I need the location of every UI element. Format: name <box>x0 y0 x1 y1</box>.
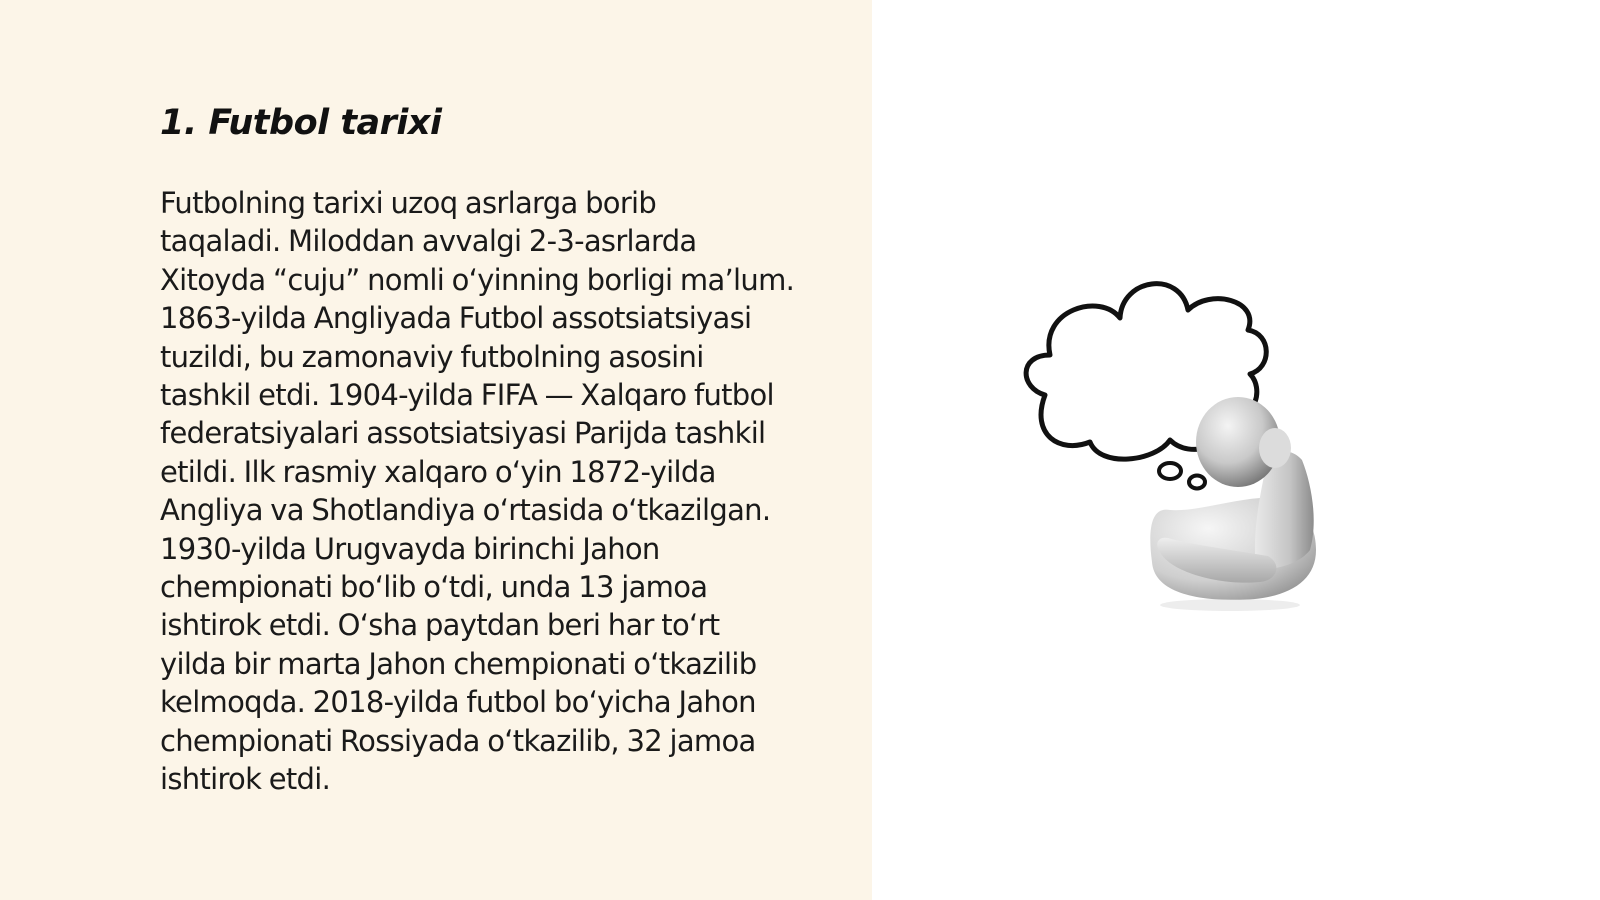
body-line: taqaladi. Miloddan avvalgi 2-3-asrlarda <box>160 224 697 259</box>
body-line: kelmoqda. 2018-yilda futbol bo‘yicha Jahon <box>160 685 756 720</box>
body-line: 1863-yilda Angliyada Futbol assotsiatsiyasi <box>160 301 752 336</box>
body-line: ishtirok etdi. <box>160 762 331 797</box>
body-line: Angliya va Shotlandiya o‘rtasida o‘tkazilgan. <box>160 493 771 528</box>
slide-body-text <box>160 184 850 799</box>
body-line: tashkil etdi. 1904-yilda FIFA — Xalqaro futbol <box>160 378 774 413</box>
body-line: Xitoyda “cuju” nomli o‘yinning borligi ma’lum. <box>160 262 795 297</box>
body-line: chempionati bo‘lib o‘tdi, unda 13 jamoa <box>160 570 708 605</box>
body-line: tuzildi, bu zamonaviy futbolning asosini <box>160 339 704 374</box>
body-line: ishtirok etdi. O‘sha paytdan beri har to‘rt <box>160 608 720 643</box>
body-line: chempionati Rossiyada o‘tkazilib, 32 jamoa <box>160 723 756 758</box>
body-line: federatsiyalari assotsiatsiyasi Parijda tashkil <box>160 416 766 451</box>
body-line: 1930-yilda Urugvayda birinchi Jahon <box>160 531 660 566</box>
body-line: Futbolning tarixi uzoq asrlarga borib <box>160 186 657 220</box>
slide-title: 1. Futbol tarixi <box>160 103 442 143</box>
body-line: yilda bir marta Jahon chempionati o‘tkazilib <box>160 646 757 681</box>
thinking-person-thought-bubble-icon <box>1020 270 1350 620</box>
body-line: etildi. Ilk rasmiy xalqaro o‘yin 1872-yilda <box>160 454 716 489</box>
